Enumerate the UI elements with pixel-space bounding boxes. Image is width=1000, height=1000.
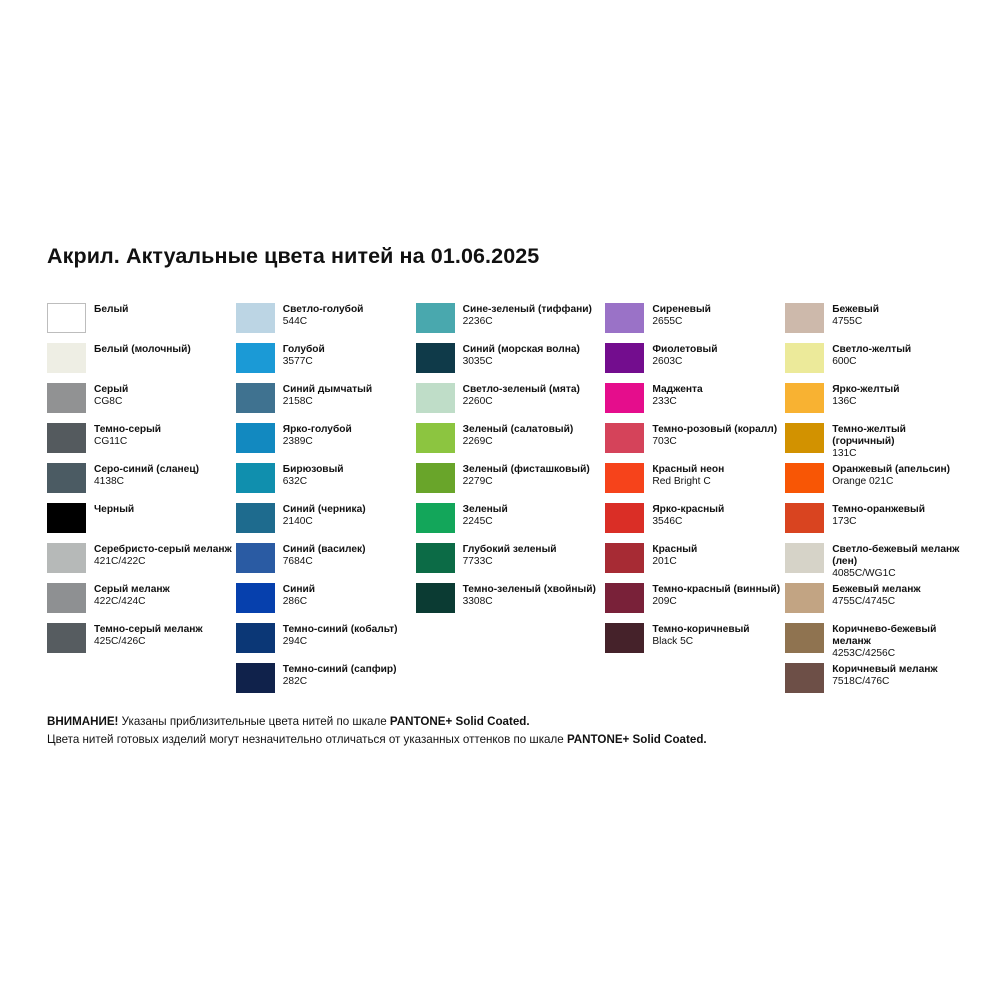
color-swatch (785, 543, 824, 573)
color-code: 201C (652, 556, 677, 568)
swatch-labels (652, 423, 777, 448)
disclaimer-line-1 (47, 713, 707, 731)
swatch-row (785, 623, 967, 663)
color-swatch (605, 383, 644, 413)
color-name: Синий (василек) (282, 544, 366, 555)
color-name: Ярко-голубой (282, 424, 352, 435)
color-code: 173C (832, 516, 857, 528)
color-code: 3577C (282, 356, 313, 368)
swatch-labels (283, 423, 352, 448)
swatch-labels (283, 383, 372, 408)
color-name: Темно-синий (сапфир) (282, 664, 397, 675)
swatch-labels (94, 623, 203, 648)
color-name: Синий дымчатый (282, 384, 373, 395)
color-swatch (236, 663, 275, 693)
swatch-labels (283, 663, 397, 688)
color-code: 233C (652, 396, 677, 408)
color-code: 4755C (832, 316, 863, 328)
color-swatch (785, 623, 824, 653)
color-code: 3308C (462, 596, 493, 608)
color-code: 294C (282, 636, 308, 648)
color-code: 209C (652, 596, 677, 608)
color-code: CG8C (94, 396, 123, 408)
color-swatch (605, 623, 644, 653)
color-swatch (416, 463, 455, 493)
color-swatch (785, 583, 824, 613)
swatch-labels (652, 343, 717, 368)
color-name: Синий (морская волна) (462, 344, 580, 355)
color-name: Красный (652, 544, 698, 555)
color-name: Темно-зеленый (хвойный) (462, 584, 596, 595)
color-code: 4755C/4745C (832, 596, 896, 608)
color-swatch (785, 503, 824, 533)
color-swatch (47, 583, 86, 613)
color-swatch (605, 423, 644, 453)
swatch-labels (832, 623, 967, 660)
color-name: Серый (94, 384, 129, 395)
swatch-labels (832, 303, 879, 328)
color-swatch (416, 423, 455, 453)
disclaimer-line-2-text: Цвета нитей готовых изделий могут незначительно отличаться от указанных оттенков по шкале (47, 732, 567, 746)
color-name: Синий (282, 584, 316, 595)
color-swatch (785, 423, 824, 453)
color-name: Красный неон (652, 464, 725, 475)
swatch-row (785, 503, 967, 543)
swatch-labels (463, 383, 580, 408)
color-swatch (236, 503, 275, 533)
swatch-row (236, 623, 416, 663)
swatch-row (416, 383, 606, 423)
color-name: Серебристо-серый меланж (94, 544, 232, 555)
color-code: 7733C (462, 556, 493, 568)
color-name: Коричневый меланж (832, 664, 938, 675)
color-code: Orange 021C (832, 476, 894, 488)
color-code: 136C (832, 396, 857, 408)
swatch-labels (94, 383, 128, 408)
swatch-column (236, 303, 416, 703)
color-code: 286C (282, 596, 308, 608)
swatch-row (605, 383, 785, 423)
swatch-row (47, 343, 236, 383)
color-swatch (416, 583, 455, 613)
swatch-row (785, 543, 967, 583)
swatch-labels (94, 423, 161, 448)
attention-label: ВНИМАНИЕ! (47, 715, 119, 728)
swatch-row (236, 343, 416, 383)
color-swatch (47, 463, 86, 493)
color-code: Red Bright C (652, 476, 711, 488)
swatch-row (47, 543, 236, 583)
swatch-labels (832, 663, 937, 688)
color-code: CG11C (94, 436, 128, 448)
disclaimer-line-2 (47, 731, 707, 749)
swatch-labels (283, 503, 366, 528)
color-name: Сиреневый (652, 304, 711, 315)
color-swatch (236, 583, 275, 613)
swatch-labels (283, 463, 344, 488)
swatch-row (785, 423, 967, 463)
color-name: Белый (94, 304, 129, 315)
color-code: 632C (282, 476, 308, 488)
swatch-labels (463, 543, 557, 568)
color-swatch (236, 343, 275, 373)
swatch-row (605, 423, 785, 463)
swatch-labels (94, 463, 199, 488)
color-name: Темно-синий (кобальт) (282, 624, 398, 635)
color-code: 425C/426C (94, 636, 146, 648)
color-code: 421C/422C (94, 556, 146, 568)
disclaimer-note (47, 713, 707, 749)
swatch-labels (283, 543, 366, 568)
color-name: Фиолетовый (652, 344, 718, 355)
swatch-labels (832, 383, 899, 408)
color-code: 2655C (652, 316, 683, 328)
color-code: 2158C (282, 396, 313, 408)
swatch-labels (832, 463, 950, 488)
color-name: Коричнево-бежевый меланж (832, 624, 937, 648)
color-swatch (785, 463, 824, 493)
page-title: Акрил. Актуальные цвета нитей на 01.06.2025 (47, 244, 540, 268)
swatch-row (785, 303, 967, 343)
color-name: Бежевый (832, 304, 880, 315)
swatch-column (416, 303, 606, 703)
swatch-labels (94, 503, 134, 516)
swatch-row (236, 303, 416, 343)
swatch-row (605, 503, 785, 543)
color-swatch (47, 623, 86, 653)
color-name: Темно-красный (винный) (652, 584, 781, 595)
color-swatch (236, 423, 275, 453)
swatch-labels (463, 583, 596, 608)
color-code: 2389C (282, 436, 313, 448)
swatch-row (416, 463, 606, 503)
color-code: 2140C (282, 516, 313, 528)
swatch-labels (283, 303, 364, 328)
color-swatch (416, 543, 455, 573)
color-code: 544C (282, 316, 308, 328)
color-name: Зеленый (фисташковый) (462, 464, 590, 475)
swatch-row (416, 303, 606, 343)
color-code: 3546C (652, 516, 683, 528)
color-code: 2269C (462, 436, 493, 448)
color-code: 7518C/476C (832, 676, 890, 688)
swatch-row (785, 663, 967, 703)
color-code: 7684C (282, 556, 313, 568)
color-code: 2236C (462, 316, 493, 328)
swatch-labels (652, 503, 724, 528)
swatch-row (47, 423, 236, 463)
swatch-row (47, 383, 236, 423)
swatch-row (236, 383, 416, 423)
color-name: Глубокий зеленый (462, 544, 557, 555)
color-code: 131C (832, 448, 857, 460)
color-code: 600C (832, 356, 857, 368)
color-name: Голубой (282, 344, 325, 355)
color-swatch (47, 343, 86, 373)
swatch-labels (652, 463, 724, 488)
color-code: 2245C (462, 516, 493, 528)
swatch-row (47, 463, 236, 503)
color-code: Black 5C (652, 636, 694, 648)
color-code: 4138C (94, 476, 125, 488)
swatch-row (605, 463, 785, 503)
swatch-row (785, 383, 967, 423)
swatch-labels (652, 543, 697, 568)
color-name: Темно-серый меланж (94, 624, 203, 635)
swatch-row (605, 623, 785, 663)
color-code: 4085C/WG1C (832, 568, 896, 580)
color-name: Маджента (652, 384, 703, 395)
swatch-labels (463, 423, 574, 448)
swatch-row (785, 343, 967, 383)
swatch-row (47, 503, 236, 543)
disclaimer-line-1-text: Указаны приблизительные цвета нитей по шкале (118, 715, 390, 728)
color-swatch (785, 303, 824, 333)
color-name: Оранжевый (апельсин) (832, 464, 951, 475)
color-swatch (785, 383, 824, 413)
color-name: Ярко-желтый (832, 384, 900, 395)
color-name: Белый (молочный) (94, 344, 191, 355)
swatch-row (416, 543, 606, 583)
swatch-labels (463, 463, 590, 488)
swatch-row (236, 503, 416, 543)
color-name: Темно-желтый (горчичный) (832, 424, 906, 448)
swatch-row (47, 623, 236, 663)
color-swatch (47, 383, 86, 413)
swatch-labels (652, 583, 780, 608)
swatch-row (47, 583, 236, 623)
swatch-labels (463, 503, 508, 528)
swatch-row (47, 303, 236, 343)
color-swatch (236, 623, 275, 653)
color-swatch (605, 463, 644, 493)
color-swatch (605, 583, 644, 613)
swatch-row (236, 583, 416, 623)
color-swatch (47, 303, 86, 333)
swatch-labels (832, 583, 920, 608)
color-swatch (416, 303, 455, 333)
color-swatch (416, 343, 455, 373)
color-code: 422C/424C (94, 596, 146, 608)
swatch-labels (94, 343, 191, 356)
color-name: Черный (94, 504, 135, 515)
swatch-labels (283, 623, 398, 648)
color-name: Зеленый (салатовый) (462, 424, 574, 435)
color-swatch (47, 543, 86, 573)
color-code: 703C (652, 436, 677, 448)
color-name: Зеленый (462, 504, 508, 515)
swatch-row (785, 463, 967, 503)
color-swatch (416, 503, 455, 533)
color-code: 2279C (462, 476, 493, 488)
swatch-row (236, 543, 416, 583)
color-swatch (236, 543, 275, 573)
color-name: Темно-оранжевый (832, 504, 925, 515)
swatch-row (416, 423, 606, 463)
color-name: Серо-синий (сланец) (94, 464, 199, 475)
color-swatch (605, 343, 644, 373)
color-swatch (785, 663, 824, 693)
color-swatch (47, 423, 86, 453)
swatch-row (605, 543, 785, 583)
swatch-labels (832, 343, 911, 368)
swatch-labels (832, 503, 925, 528)
color-swatch (605, 303, 644, 333)
color-code: 3035C (462, 356, 493, 368)
swatch-row (605, 583, 785, 623)
swatch-labels (463, 303, 592, 328)
color-name: Темно-розовый (коралл) (652, 424, 778, 435)
color-swatch (236, 463, 275, 493)
swatch-labels (652, 303, 711, 328)
color-code: 2603C (652, 356, 683, 368)
swatch-labels (94, 543, 232, 568)
pantone-reference-2: PANTONE+ Solid Coated. (566, 732, 707, 746)
swatch-labels (283, 583, 315, 608)
color-swatch (236, 383, 275, 413)
color-swatch (605, 543, 644, 573)
color-name: Темно-коричневый (652, 624, 750, 635)
swatch-labels (94, 303, 128, 316)
swatch-row (236, 663, 416, 703)
swatch-column (605, 303, 785, 703)
color-code: 282C (282, 676, 308, 688)
color-code: 4253C/4256C (832, 648, 896, 660)
color-name: Ярко-красный (652, 504, 725, 515)
swatch-row (605, 303, 785, 343)
color-swatch (605, 503, 644, 533)
color-swatch (236, 303, 275, 333)
color-name: Серый меланж (94, 584, 170, 595)
swatch-row (236, 423, 416, 463)
swatch-labels (94, 583, 170, 608)
swatch-row (416, 583, 606, 623)
swatch-labels (652, 383, 702, 408)
color-name: Сине-зеленый (тиффани) (462, 304, 592, 315)
swatch-column (785, 303, 967, 703)
swatch-row (605, 343, 785, 383)
color-name: Синий (черника) (282, 504, 366, 515)
swatch-row (785, 583, 967, 623)
swatch-columns (47, 303, 967, 703)
color-name: Темно-серый (94, 424, 162, 435)
swatch-labels (283, 343, 325, 368)
color-name: Светло-голубой (282, 304, 364, 315)
color-name: Светло-желтый (832, 344, 912, 355)
color-name: Бирюзовый (282, 464, 344, 475)
swatch-labels (463, 343, 580, 368)
pantone-reference-1: PANTONE+ Solid Coated. (389, 715, 530, 728)
swatch-row (236, 463, 416, 503)
color-name: Светло-бежевый меланж (лен) (832, 544, 960, 568)
color-swatch (785, 343, 824, 373)
color-swatch (416, 383, 455, 413)
swatch-column (47, 303, 236, 703)
color-name: Светло-зеленый (мята) (462, 384, 580, 395)
swatch-row (416, 343, 606, 383)
swatch-labels (652, 623, 749, 648)
swatch-row (416, 503, 606, 543)
color-swatch (47, 503, 86, 533)
color-name: Бежевый меланж (832, 584, 921, 595)
color-code: 2260C (462, 396, 493, 408)
swatch-labels (832, 423, 967, 460)
swatch-labels (832, 543, 967, 580)
